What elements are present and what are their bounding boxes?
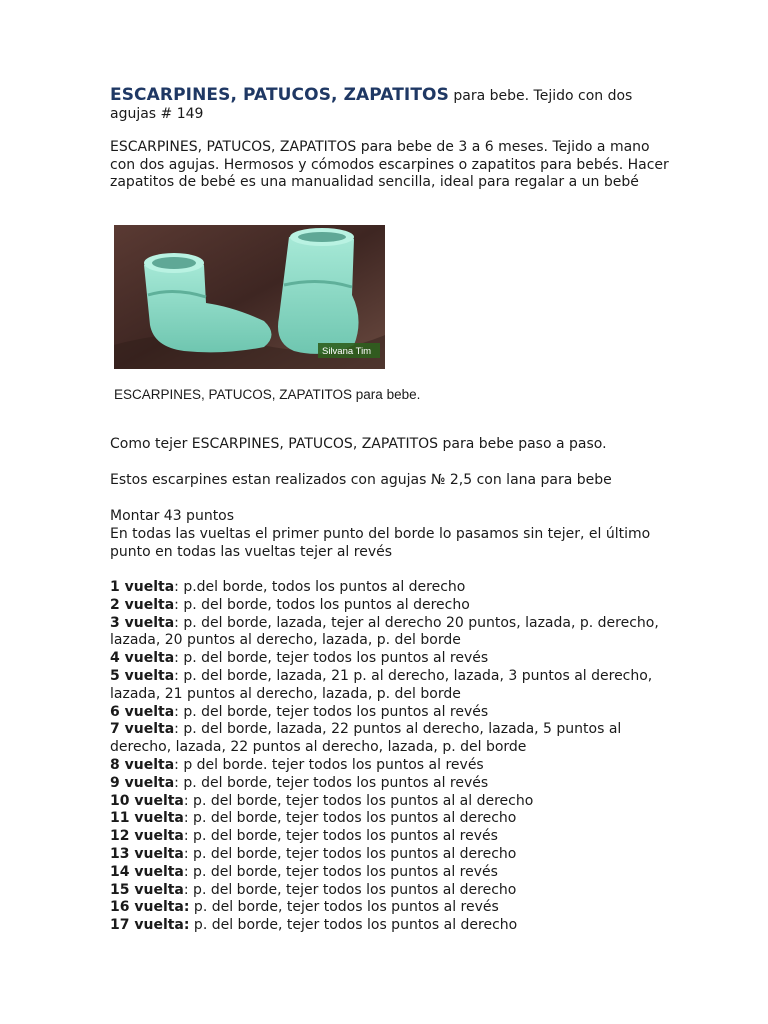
row-label: 6 vuelta [110,703,175,720]
row-instruction [110,704,670,722]
row-instruction [110,721,670,757]
photo-watermark: Silvana Tim [322,346,372,357]
row-label: 2 vuelta [110,596,175,613]
row-text: : p. del borde, tejer todos los puntos al derecho [183,810,517,827]
row-instruction [110,793,670,811]
row-instruction [110,597,670,615]
row-text: : p. del borde, tejer todos los puntos al revés [174,774,489,791]
how-to-line: Como tejer ESCARPINES, PATUCOS, ZAPATITOS para bebe paso a paso. [110,436,607,452]
booties-photo [114,225,385,369]
row-text: p. del borde, tejer todos los puntos al revés [189,899,499,916]
row-instruction [110,846,670,864]
row-instruction [110,775,670,793]
row-text: : p. del borde, tejer todos los puntos al al derecho [183,792,534,809]
needles-line: Estos escarpines estan realizados con agujas № 2,5 con lana para bebe [110,472,612,488]
cast-on-line: Montar 43 puntos [110,508,235,524]
row-text: : p. del borde, lazada, 21 p. al derecho, lazada, 3 puntos al derecho, lazada, 21 puntos al derecho, lazada, p. del borde [110,667,653,702]
row-instruction [110,757,670,775]
row-text: : p. del borde, todos los puntos al derecho [174,596,470,613]
row-label: 16 vuelta: [110,899,190,916]
row-label: 11 vuelta [110,810,184,827]
row-label: 14 vuelta [110,863,184,880]
row-text: : p. del borde, lazada, tejer al derecho 20 puntos, lazada, p. derecho, lazada, 20 puntos al derecho, lazada, p. del borde [110,614,659,649]
row-instruction [110,650,670,668]
row-label: 7 vuelta [110,721,175,738]
cast-on-block [110,508,670,561]
row-label: 10 vuelta [110,792,184,809]
row-text: : p.del borde, todos los puntos al derecho [174,579,466,595]
row-instruction [110,810,670,828]
row-label: 8 vuelta [110,756,175,773]
row-instruction [110,899,670,917]
document-page [110,85,670,934]
row-text: : p. del borde, tejer todos los puntos al derecho [183,845,517,862]
document-title: ESCARPINES, PATUCOS, ZAPATITOS [110,85,449,105]
row-label: 12 vuelta [110,828,184,845]
row-text: : p. del borde, lazada, 22 puntos al derecho, lazada, 5 puntos al derecho, lazada, 22 puntos al derecho, lazada, p. del borde [110,721,622,756]
document-heading [110,86,670,123]
row-text: : p. del borde, tejer todos los puntos al revés [174,650,489,667]
row-label: 5 vuelta [110,667,175,684]
photo-caption: ESCARPINES, PATUCOS, ZAPATITOS para bebe. [114,387,421,402]
row-instruction [110,864,670,882]
edge-stitch-note: En todas las vueltas el primer punto del borde lo pasamos sin tejer, el último punto en todas las vueltas tejer al revés [110,525,651,560]
row-label: 1 vuelta [110,579,175,595]
row-text: : p. del borde, tejer todos los puntos al derecho [183,881,517,898]
row-instruction [110,882,670,900]
row-instruction [110,828,670,846]
row-text: : p. del borde, tejer todos los puntos al revés [183,863,498,880]
row-instruction [110,668,670,704]
document-subtitle: para bebe. Tejido con dos agujas # 149 [110,88,633,122]
row-text: p. del borde, tejer todos los puntos al derecho [189,917,518,934]
row-instruction [110,579,670,597]
row-text: : p. del borde, tejer todos los puntos al revés [174,703,489,720]
booties-illustration [114,225,385,369]
row-instruction [110,615,670,651]
row-label: 4 vuelta [110,650,175,667]
row-label: 9 vuelta [110,774,175,791]
row-label: 3 vuelta [110,614,175,631]
row-text: : p. del borde, tejer todos los puntos al revés [183,828,498,845]
row-label: 17 vuelta: [110,917,190,934]
row-label: 15 vuelta [110,881,184,898]
row-instruction [110,917,670,935]
row-text: : p del borde. tejer todos los puntos al revés [174,756,484,773]
intro-paragraph: ESCARPINES, PATUCOS, ZAPATITOS para bebe de 3 a 6 meses. Tejido a mano con dos agujas. Hermosos y cómodos escarpines o zapatitos para bebés. Hacer zapatitos de bebé es una manualidad sencilla, ideal para regalar a un bebé [110,139,669,190]
row-instructions-list [110,579,670,935]
row-label: 13 vuelta [110,845,184,862]
